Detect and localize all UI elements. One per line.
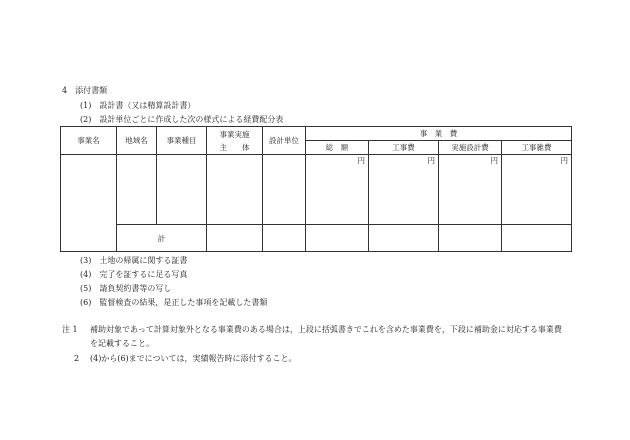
header-total: 総 額 — [306, 141, 369, 155]
note-2-text: (4)から(6)までについては，実績報告時に添付すること。 — [90, 354, 297, 363]
total-misc — [502, 225, 572, 252]
header-misc-cost: 工事雑費 — [502, 141, 572, 155]
attachment-item-3: (3) 土地の帰属に関する証書 — [80, 256, 188, 265]
header-expense-group: 事 業 費 — [306, 127, 572, 141]
total-design — [439, 225, 502, 252]
unit-total: 円 — [306, 155, 369, 225]
unit-construction: 円 — [369, 155, 439, 225]
cell-executor — [207, 155, 263, 225]
attachment-item-2: (2) 設計単位ごとに作成した次の様式による経費配分表 — [80, 115, 284, 124]
section-heading: 4 添付書類 — [62, 86, 108, 95]
header-executor-line2: 主 体 — [219, 142, 250, 152]
header-construction-cost: 工事費 — [369, 141, 439, 155]
attachment-item-6: (6) 監督検査の結果，是正した事項を記載した書類 — [80, 298, 268, 307]
note-1-line-1: 補助対象であって計算対象外となる事業費のある場合は，上段に括弧書きでこれを含めた事業費を，下段に補助金に対応する事業費 — [90, 325, 562, 334]
header-project-type: 事業種目 — [157, 127, 207, 155]
attachment-item-5: (5) 請負契約書等の写し — [80, 284, 172, 293]
cell-design-unit — [263, 155, 306, 225]
header-design-unit: 設計単位 — [263, 127, 306, 155]
note-1-label: 注 1 — [62, 325, 78, 334]
note-1-line-2: を記載すること。 — [90, 339, 154, 348]
cell-area-name — [117, 155, 157, 225]
total-total — [306, 225, 369, 252]
attachment-item-1: (1) 設計書（又は精算設計書） — [80, 101, 196, 110]
total-construction — [369, 225, 439, 252]
cell-project-name — [61, 155, 117, 252]
expense-allocation-table — [60, 126, 572, 252]
unit-design: 円 — [439, 155, 502, 225]
header-executor — [207, 127, 263, 155]
attachment-item-4: (4) 完了を証するに足る写真 — [80, 270, 188, 279]
total-design-unit — [263, 225, 306, 252]
total-executor — [207, 225, 263, 252]
header-executor-line1: 事業実施 — [219, 129, 250, 139]
header-project-name: 事業名 — [61, 127, 117, 155]
total-label: 計 — [117, 225, 207, 252]
cell-project-type — [157, 155, 207, 225]
note-2-label: 2 — [74, 354, 80, 363]
header-design-cost: 実施設計費 — [439, 141, 502, 155]
unit-misc: 円 — [502, 155, 572, 225]
header-area-name: 地域名 — [117, 127, 157, 155]
